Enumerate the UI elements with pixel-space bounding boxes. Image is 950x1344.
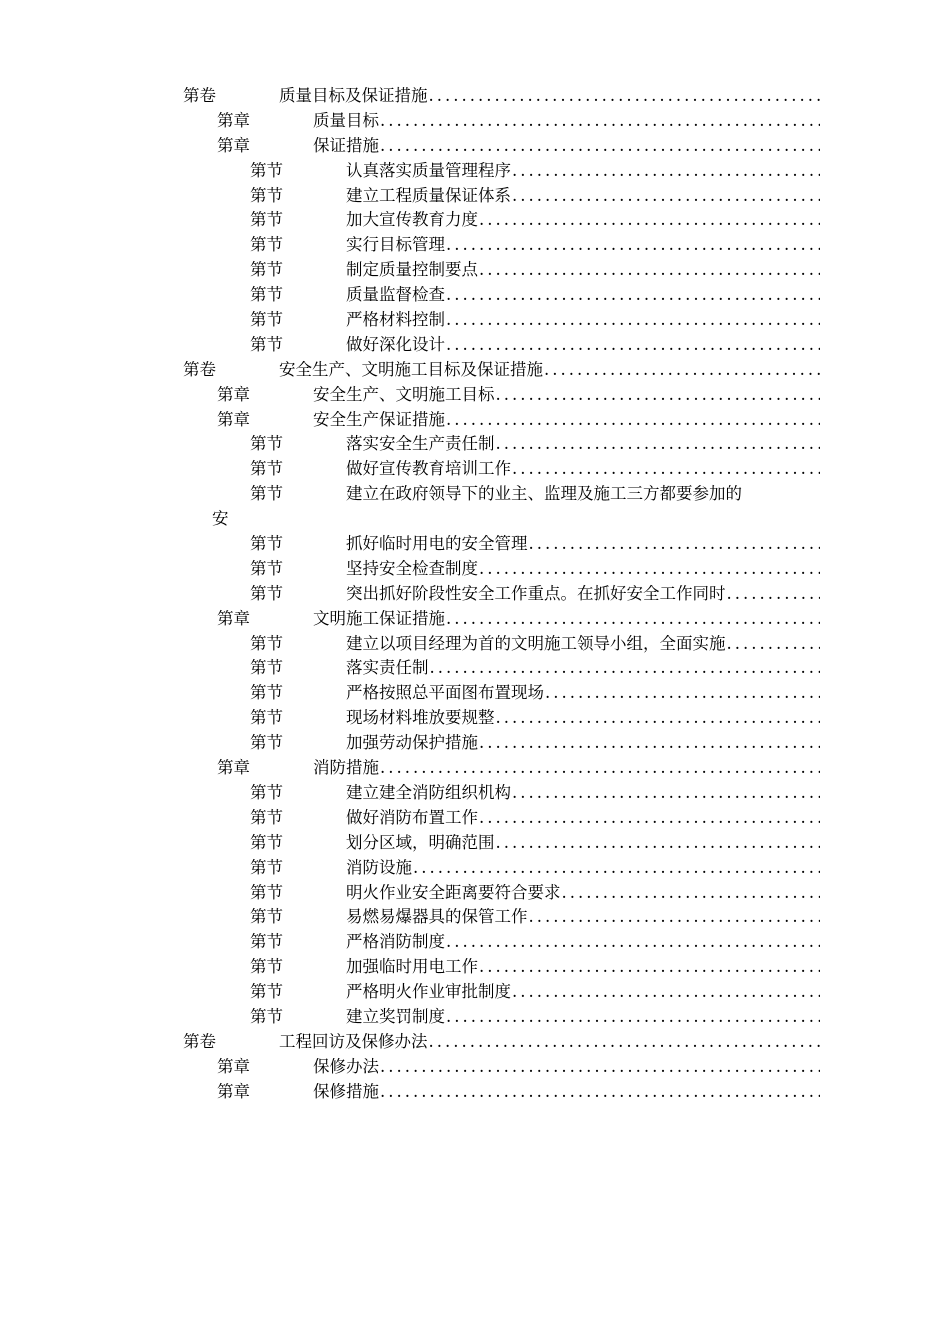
toc-entry-number: 第节	[250, 982, 283, 1002]
toc-entry-number: 第节	[250, 932, 283, 952]
dot-leader	[445, 283, 820, 308]
toc-entry-vol[interactable]	[0, 84, 950, 109]
toc-entry-number: 第节	[250, 857, 283, 877]
toc-entry-title	[346, 831, 820, 856]
toc-entry-number: 第节	[250, 310, 283, 330]
toc-entry-title	[346, 482, 820, 507]
toc-entry-text: 严格明火作业审批制度	[346, 982, 511, 1002]
toc-entry-sec[interactable]	[0, 980, 950, 1005]
toc-entry-title	[279, 1030, 820, 1055]
toc-entry-text: 保修措施	[313, 1081, 379, 1101]
toc-entry-title	[313, 109, 820, 134]
toc-entry-number: 第节	[250, 185, 283, 205]
dot-leader	[726, 582, 821, 607]
toc-entry-title	[346, 980, 820, 1005]
toc-entry-title	[313, 756, 820, 781]
toc-entry-number: 第节	[250, 658, 283, 678]
toc-entry-number: 第卷	[183, 86, 216, 105]
toc-entry-title	[346, 208, 820, 233]
toc-entry-chap[interactable]	[0, 134, 950, 159]
toc-entry-title	[346, 333, 820, 358]
toc-entry-title	[346, 184, 820, 209]
table-of-contents	[0, 84, 950, 1105]
toc-entry-number: 第节	[250, 459, 283, 479]
toc-entry-chap[interactable]	[0, 383, 950, 408]
toc-entry-text: 突出抓好阶段性安全工作重点。在抓好安全工作同时	[346, 583, 726, 603]
toc-entry-number: 第节	[250, 334, 283, 354]
toc-entry-text: 认真落实质量管理程序	[346, 160, 511, 180]
toc-entry-text: 落实责任制	[346, 658, 429, 678]
toc-entry-title	[346, 781, 820, 806]
toc-entry-text: 加强劳动保护措施	[346, 733, 478, 753]
toc-entry-chap[interactable]	[0, 607, 950, 632]
toc-entry-title	[313, 1055, 820, 1080]
toc-entry-sec[interactable]	[0, 233, 950, 258]
toc-entry-number: 第章	[217, 135, 250, 155]
toc-entry-sec[interactable]	[0, 457, 950, 482]
toc-entry-sec[interactable]	[0, 856, 950, 881]
dot-leader	[445, 930, 820, 955]
toc-entry-sec[interactable]	[0, 582, 950, 607]
toc-entry-cont[interactable]	[0, 507, 950, 532]
toc-entry-title	[279, 358, 820, 383]
dot-leader	[511, 184, 820, 209]
toc-entry-title	[346, 632, 820, 657]
dot-leader	[445, 408, 820, 433]
toc-entry-sec[interactable]	[0, 532, 950, 557]
toc-entry-number: 第章	[217, 758, 250, 778]
toc-entry-sec[interactable]	[0, 208, 950, 233]
toc-entry-title	[346, 905, 820, 930]
dot-leader	[478, 258, 820, 283]
toc-entry-title	[346, 930, 820, 955]
toc-entry-title	[346, 582, 820, 607]
dot-leader	[379, 756, 820, 781]
toc-entry-title	[212, 507, 820, 532]
toc-entry-chap[interactable]	[0, 109, 950, 134]
toc-entry-text: 做好宣传教育培训工作	[346, 459, 511, 479]
toc-entry-chap[interactable]	[0, 1055, 950, 1080]
toc-entry-title	[346, 681, 820, 706]
dot-leader	[495, 383, 821, 408]
toc-entry-sec[interactable]	[0, 731, 950, 756]
dot-leader	[511, 980, 820, 1005]
toc-entry-title	[279, 84, 820, 109]
toc-entry-sec[interactable]	[0, 806, 950, 831]
dot-leader	[445, 308, 820, 333]
toc-entry-text: 加大宣传教育力度	[346, 210, 478, 230]
toc-entry-number: 第节	[250, 534, 283, 554]
toc-entry-title	[346, 806, 820, 831]
toc-entry-text: 抓好临时用电的安全管理	[346, 534, 528, 554]
dot-leader	[543, 358, 820, 383]
toc-entry-text: 制定质量控制要点	[346, 260, 478, 280]
toc-entry-text: 现场材料堆放要规整	[346, 708, 495, 728]
dot-leader	[511, 159, 820, 184]
toc-entry-text: 建立奖罚制度	[346, 1006, 445, 1026]
toc-entry-title	[346, 457, 820, 482]
dot-leader	[478, 557, 820, 582]
dot-leader	[478, 806, 820, 831]
toc-entry-number: 第节	[250, 832, 283, 852]
toc-entry-sec[interactable]	[0, 159, 950, 184]
toc-entry-vol[interactable]	[0, 358, 950, 383]
toc-entry-number: 第节	[250, 285, 283, 305]
dot-leader	[429, 656, 821, 681]
toc-entry-text: 质量目标	[313, 110, 379, 130]
toc-entry-text: 工程回访及保修办法	[279, 1031, 428, 1051]
toc-entry-title	[346, 856, 820, 881]
dot-leader	[528, 905, 821, 930]
toc-entry-sec[interactable]	[0, 706, 950, 731]
toc-entry-number: 第节	[250, 733, 283, 753]
toc-entry-number: 第节	[250, 484, 283, 504]
toc-entry-sec[interactable]	[0, 831, 950, 856]
toc-entry-title	[346, 432, 820, 457]
dot-leader	[544, 681, 820, 706]
toc-entry-title	[346, 557, 820, 582]
toc-entry-sec[interactable]	[0, 955, 950, 980]
dot-leader	[511, 781, 820, 806]
toc-entry-number: 第节	[250, 235, 283, 255]
toc-entry-number: 第卷	[183, 1031, 216, 1051]
toc-entry-sec[interactable]	[0, 881, 950, 906]
dot-leader	[445, 333, 820, 358]
toc-entry-title	[346, 258, 820, 283]
toc-entry-title	[313, 1080, 820, 1105]
toc-entry-text: 建立工程质量保证体系	[346, 185, 511, 205]
dot-leader	[726, 632, 821, 657]
dot-leader	[379, 109, 820, 134]
toc-entry-sec[interactable]	[0, 482, 950, 507]
toc-entry-title	[346, 283, 820, 308]
dot-leader	[495, 831, 821, 856]
toc-entry-text: 加强临时用电工作	[346, 957, 478, 977]
toc-entry-text: 做好深化设计	[346, 334, 445, 354]
dot-leader	[379, 134, 820, 159]
toc-entry-sec[interactable]	[0, 308, 950, 333]
toc-entry-number: 第节	[250, 210, 283, 230]
toc-entry-number: 第节	[250, 558, 283, 578]
dot-leader	[379, 1080, 820, 1105]
toc-entry-sec[interactable]	[0, 333, 950, 358]
toc-entry-title	[346, 731, 820, 756]
toc-entry-title	[313, 383, 820, 408]
toc-entry-title	[346, 955, 820, 980]
toc-entry-number: 第章	[217, 409, 250, 429]
toc-entry-sec[interactable]	[0, 432, 950, 457]
toc-entry-number: 第节	[250, 957, 283, 977]
toc-entry-chap[interactable]	[0, 756, 950, 781]
toc-entry-text: 质量目标及保证措施	[279, 86, 428, 105]
toc-entry-sec[interactable]	[0, 557, 950, 582]
dot-leader	[428, 84, 821, 109]
toc-entry-text: 消防措施	[313, 758, 379, 778]
dot-leader	[528, 532, 821, 557]
dot-leader	[478, 208, 820, 233]
dot-leader	[445, 607, 820, 632]
dot-leader	[478, 731, 820, 756]
toc-entry-sec[interactable]	[0, 681, 950, 706]
toc-entry-text: 实行目标管理	[346, 235, 445, 255]
toc-entry-text: 做好消防布置工作	[346, 807, 478, 827]
dot-leader	[495, 706, 821, 731]
toc-entry-number: 第节	[250, 708, 283, 728]
toc-entry-text: 保证措施	[313, 135, 379, 155]
toc-entry-number: 第卷	[183, 359, 216, 379]
dot-leader	[445, 233, 820, 258]
toc-entry-number: 第章	[217, 384, 250, 404]
toc-entry-text: 严格消防制度	[346, 932, 445, 952]
dot-leader	[445, 1005, 820, 1030]
toc-entry-text: 安	[212, 509, 229, 529]
toc-entry-number: 第节	[250, 160, 283, 180]
toc-entry-text: 安全生产、文明施工目标及保证措施	[279, 359, 543, 379]
dot-leader	[495, 432, 821, 457]
toc-entry-title	[346, 656, 820, 681]
toc-entry-text: 安全生产保证措施	[313, 409, 445, 429]
toc-entry-text: 坚持安全检查制度	[346, 558, 478, 578]
toc-entry-number: 第节	[250, 807, 283, 827]
toc-entry-number: 第节	[250, 583, 283, 603]
toc-entry-number: 第节	[250, 907, 283, 927]
toc-entry-text: 保修办法	[313, 1056, 379, 1076]
toc-entry-title	[313, 408, 820, 433]
toc-entry-sec[interactable]	[0, 283, 950, 308]
dot-leader	[379, 1055, 820, 1080]
toc-entry-title	[346, 706, 820, 731]
toc-entry-title	[346, 532, 820, 557]
toc-entry-title	[346, 233, 820, 258]
toc-entry-title	[313, 134, 820, 159]
toc-entry-text: 建立建全消防组织机构	[346, 782, 511, 802]
toc-entry-sec[interactable]	[0, 781, 950, 806]
toc-entry-number: 第节	[250, 1006, 283, 1026]
toc-entry-text: 落实安全生产责任制	[346, 434, 495, 454]
toc-entry-title	[346, 308, 820, 333]
toc-entry-sec[interactable]	[0, 184, 950, 209]
toc-entry-title	[346, 881, 820, 906]
toc-entry-text: 严格按照总平面图布置现场	[346, 683, 544, 703]
toc-entry-number: 第节	[250, 683, 283, 703]
toc-entry-text: 质量监督检查	[346, 285, 445, 305]
toc-entry-text: 易燃易爆器具的保管工作	[346, 907, 528, 927]
toc-entry-sec[interactable]	[0, 258, 950, 283]
toc-entry-number: 第章	[217, 608, 250, 628]
toc-entry-text: 建立在政府领导下的业主、监理及施工三方都要参加的	[346, 484, 742, 504]
toc-entry-title	[346, 159, 820, 184]
toc-entry-text: 建立以项目经理为首的文明施工领导小组，全面实施	[346, 633, 726, 653]
dot-leader	[561, 881, 821, 906]
toc-entry-title	[313, 607, 820, 632]
toc-entry-number: 第节	[250, 434, 283, 454]
toc-entry-text: 安全生产、文明施工目标	[313, 384, 495, 404]
toc-entry-sec[interactable]	[0, 905, 950, 930]
dot-leader	[478, 955, 820, 980]
toc-entry-text: 消防设施	[346, 857, 412, 877]
toc-entry-chap[interactable]	[0, 1080, 950, 1105]
toc-entry-number: 第章	[217, 1056, 250, 1076]
toc-entry-chap[interactable]	[0, 408, 950, 433]
toc-entry-sec[interactable]	[0, 656, 950, 681]
toc-entry-text: 划分区域，明确范围	[346, 832, 495, 852]
toc-entry-title	[346, 1005, 820, 1030]
toc-entry-text: 明火作业安全距离要符合要求	[346, 882, 561, 902]
toc-entry-number: 第章	[217, 1081, 250, 1101]
toc-entry-text: 文明施工保证措施	[313, 608, 445, 628]
toc-entry-sec[interactable]	[0, 632, 950, 657]
dot-leader	[511, 457, 820, 482]
toc-entry-number: 第节	[250, 633, 283, 653]
toc-entry-number: 第节	[250, 260, 283, 280]
dot-leader	[428, 1030, 821, 1055]
toc-entry-text: 严格材料控制	[346, 310, 445, 330]
toc-entry-number: 第章	[217, 110, 250, 130]
toc-entry-vol[interactable]	[0, 1030, 950, 1055]
dot-leader	[412, 856, 820, 881]
toc-entry-number: 第节	[250, 782, 283, 802]
toc-entry-number: 第节	[250, 882, 283, 902]
toc-entry-sec[interactable]	[0, 930, 950, 955]
toc-entry-sec[interactable]	[0, 1005, 950, 1030]
